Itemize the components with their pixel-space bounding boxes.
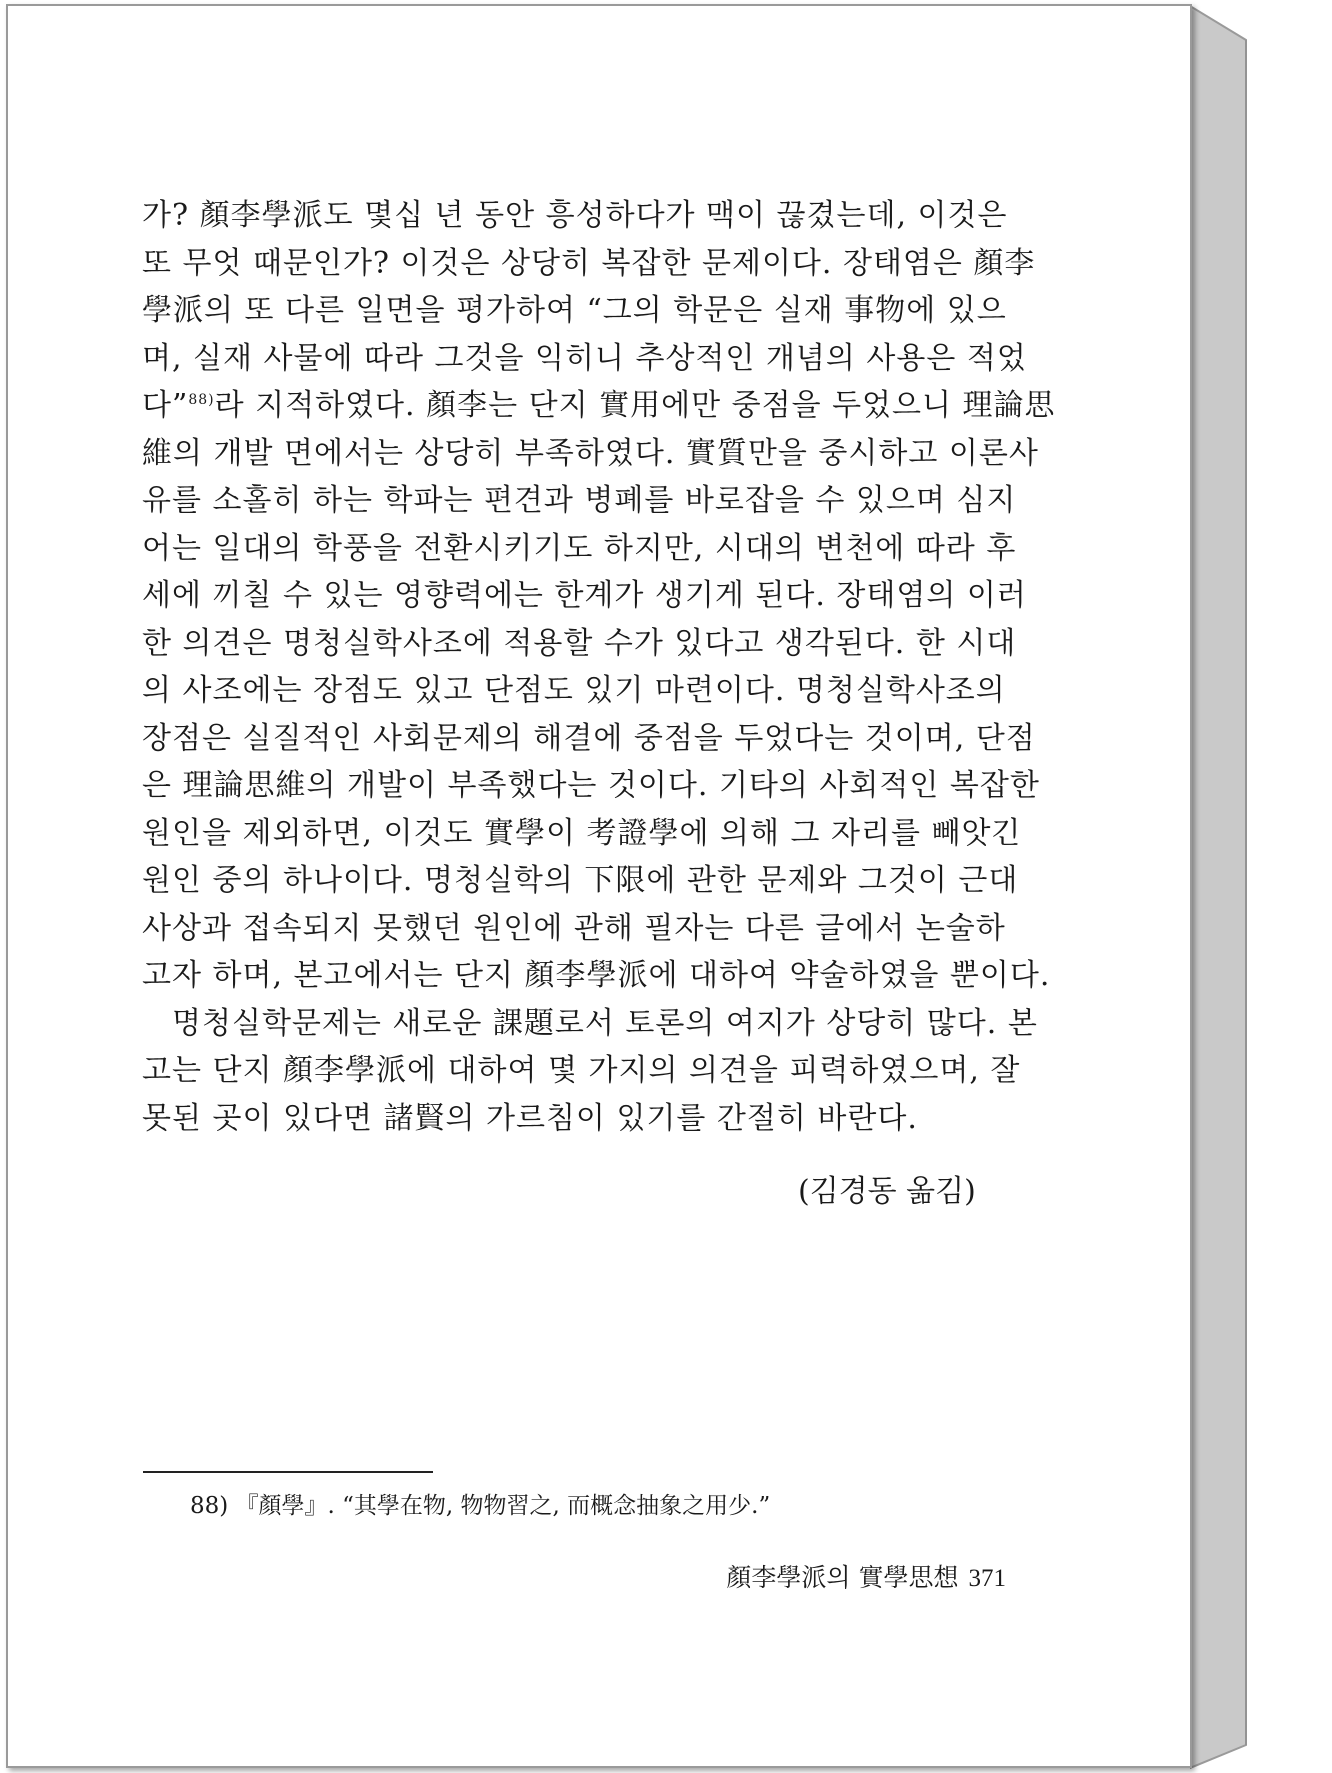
footnote-reference: 88) bbox=[188, 392, 215, 408]
text-line: 원인 중의 하나이다. 명청실학의 下限에 관한 문제와 그것이 근대 bbox=[142, 863, 1019, 898]
footnote: 88) 『顏學』. “其學在物, 物物習之, 而概念抽象之用少.” bbox=[190, 1493, 771, 1519]
text-line: 유를 소홀히 하는 학파는 편견과 병폐를 바로잡을 수 있으며 심지 bbox=[142, 483, 1017, 518]
line-rest: 라 지적하였다. 顏李는 단지 實用에만 중점을 두었으니 理論思 bbox=[214, 388, 1056, 423]
text-line: 學派의 또 다른 일면을 평가하여 “그의 학문은 실재 事物에 있으 bbox=[142, 293, 1007, 328]
text-line: 한 의견은 명청실학사조에 적용할 수가 있다고 생각된다. 한 시대 bbox=[142, 625, 1017, 661]
text-line: 維의 개발 면에서는 상당히 부족하였다. 實質만을 중시하고 이론사 bbox=[142, 435, 1039, 471]
page-number: 371 bbox=[968, 1565, 1006, 1592]
line-start: 다” bbox=[142, 388, 189, 423]
text-line: 어는 일대의 학풍을 전환시키기도 하지만, 시대의 변천에 따라 후 bbox=[142, 530, 1017, 566]
text-line: 은 理論思維의 개발이 부족했다는 것이다. 기타의 사회적인 복잡한 bbox=[142, 768, 1040, 803]
translator-credit: (김경동 옮김) bbox=[798, 1174, 976, 1209]
text-line: 고자 하며, 본고에서는 단지 顏李學派에 대하여 약술하였을 뿐이다. bbox=[142, 958, 1051, 993]
text-line: 의 사조에는 장점도 있고 단점도 있기 마련이다. 명청실학사조의 bbox=[142, 673, 1006, 708]
text-line-with-footnote bbox=[142, 382, 1056, 430]
footer-title: 顏李學派의 實學思想 bbox=[726, 1563, 959, 1592]
text-line: 세에 끼칠 수 있는 영향력에는 한계가 생기게 된다. 장태염의 이러 bbox=[142, 578, 1027, 613]
text-line: 장점은 실질적인 사회문제의 해결에 중점을 두었다는 것이며, 단점 bbox=[142, 720, 1036, 756]
text-line: 사상과 접속되지 못했던 원인에 관해 필자는 다른 글에서 논술하 bbox=[142, 910, 1006, 946]
text-line: 또 무엇 때문인가? 이것은 상당히 복잡한 문제이다. 장태염은 顏李 bbox=[142, 245, 1036, 281]
book-edge-pages bbox=[1190, 0, 1332, 1773]
text-line: 못된 곳이 있다면 諸賢의 가르침이 있기를 간절히 바란다. bbox=[142, 1100, 918, 1136]
body-text bbox=[142, 192, 1056, 1142]
text-line: 원인을 제외하면, 이것도 實學이 考證學에 의해 그 자리를 빼앗긴 bbox=[142, 815, 1022, 851]
text-line: 가? 顏李學派도 몇십 년 동안 흥성하다가 맥이 끊겼는데, 이것은 bbox=[142, 198, 1008, 233]
paragraph-start-line: 명청실학문제는 새로운 課題로서 토론의 여지가 상당히 많다. 본 bbox=[172, 1005, 1038, 1041]
footnote-divider bbox=[143, 1471, 433, 1473]
running-footer bbox=[712, 1560, 1006, 1597]
text-line: 고는 단지 顏李學派에 대하여 몇 가지의 의견을 피력하였으며, 잘 bbox=[142, 1053, 1021, 1088]
text-line: 며, 실재 사물에 따라 그것을 익히니 추상적인 개념의 사용은 적었 bbox=[142, 340, 1027, 376]
